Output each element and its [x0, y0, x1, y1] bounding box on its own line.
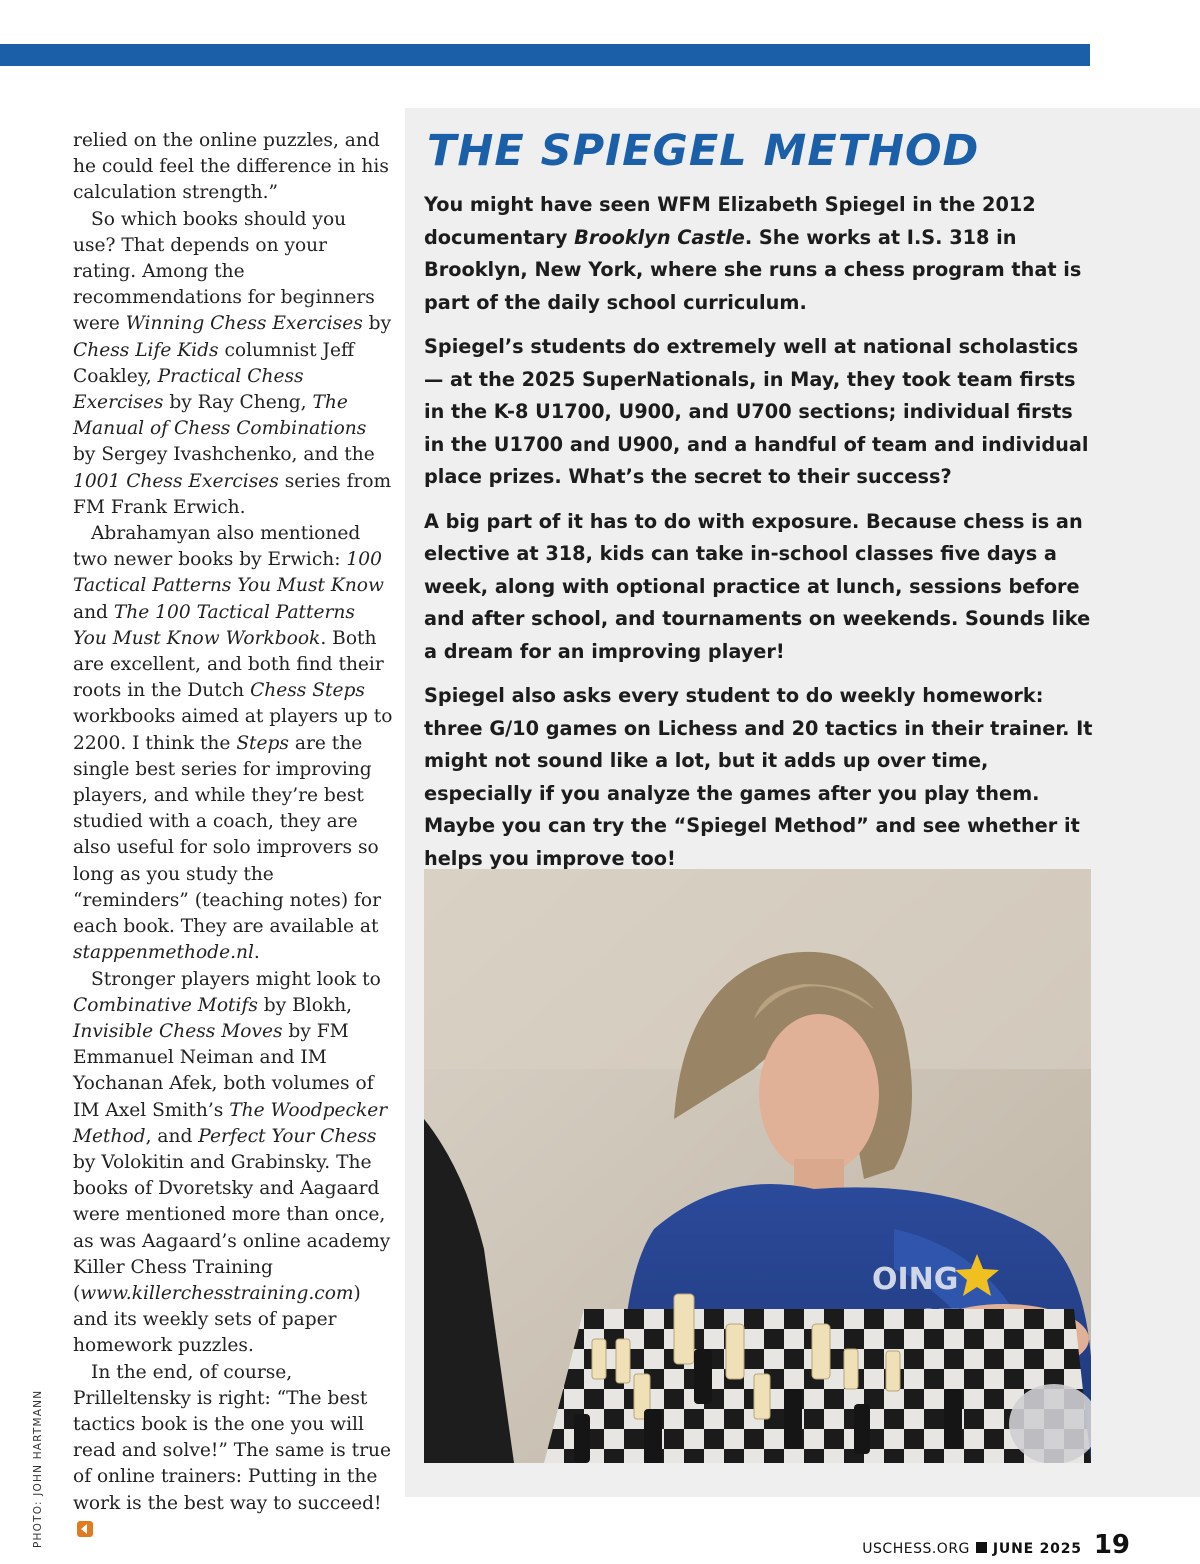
text-run: Stronger players might look to [91, 968, 381, 990]
text-run: . Both are excellent, and both find their roots in the Dutch [73, 627, 384, 702]
text-run: by Blokh, [257, 994, 353, 1016]
italic-text-run: Combinative Motifs [73, 994, 258, 1016]
text-run: series from FM Frank Erwich. [73, 470, 392, 518]
text-run: are the single best series for improving players, and while they’re best studied with a coach, they are also useful for solo improvers so long as you study the “reminders” (teaching notes) for each book. They are available at [73, 732, 381, 938]
text-run: So which books should you use? That depends on your rating. Among the recommendations for beginners were [73, 208, 375, 335]
end-mark-icon [77, 1521, 93, 1537]
italic-text-run: The 100 Tactical Patterns You Must Know Workbook [73, 601, 355, 649]
paragraph [424, 680, 1096, 875]
italic-text-run: Chess Life Kids [73, 339, 219, 361]
photo-credit: PHOTO: JOHN HARTMANN [32, 1389, 44, 1548]
italic-text-run: The Manual of Chess Combinations [73, 392, 367, 440]
italic-text-run: Brooklyn Castle [574, 225, 745, 249]
italic-text-run: Invisible Chess Moves [73, 1020, 283, 1042]
text-run: , and [145, 1125, 199, 1147]
text-run: by [362, 313, 392, 335]
italic-text-run: The Woodpecker Method [73, 1099, 388, 1147]
top-color-bar [0, 44, 1090, 66]
text-run: You might have seen WFM Elizabeth Spiegel in the 2012 documentary [424, 193, 1036, 249]
text-run: by Ray Cheng, [163, 392, 313, 414]
sidebar-title: THE SPIEGEL METHOD [427, 126, 980, 176]
text-run: . She works at I.S. 318 in Brooklyn, New York, where she runs a chess program that is part of the daily school curriculum. [424, 225, 1082, 314]
text-run: Spiegel’s students do extremely well at national scholastics — at the 2025 SuperNationals, in May, they took team firsts in the K-8 U1700, U900, and U700 sections; individual firsts in the U1700 and U900, and a handful of team and individual place prizes. What’s the secret to their success? [424, 335, 1089, 488]
paragraph [73, 128, 393, 207]
paragraph [424, 189, 1096, 319]
text-run: A big part of it has to do with exposure. Because chess is an elective at 318, kids can take in-school classes five days a week, along with optional practice at lunch, sessions before and after school, and tournaments on weekends. Sounds like a dream for an improving player! [424, 509, 1091, 663]
footer-date: JUNE 2025 [992, 1541, 1082, 1557]
text-run: In the end, of course, Prilleltensky is right: “The best tactics book is the one you will read and solve!” The same is true of online trainers: Putting in the work is the best way to succeed! [73, 1361, 391, 1514]
italic-text-run: 1001 Chess Exercises [73, 470, 279, 492]
text-run: workbooks aimed at players up to 2200. I think the [73, 706, 393, 754]
italic-text-run: Steps [236, 732, 289, 754]
text-run: relied on the online puzzles, and he could feel the difference in his calculation strength.” [73, 130, 389, 204]
text-run: by FM Emmanuel Neiman and IM Yochanan Afek, both volumes of IM Axel Smith’s [73, 1020, 374, 1121]
paragraph [73, 967, 393, 1360]
paragraph [73, 1360, 393, 1543]
text-run: by Volokitin and Grabinsky. The books of Dvoretsky and Aagaard were mentioned more than once, as was Aagaard’s online academy Killer Chess Training ( [73, 1151, 391, 1304]
paragraph [73, 207, 393, 521]
italic-text-run: 100 Tactical Patterns You Must Know [73, 549, 384, 597]
page-number: 19 [1093, 1530, 1130, 1560]
italic-text-run: Practical Chess Exercises [73, 365, 304, 414]
left-article-column [73, 128, 393, 1543]
footer-site: USCHESS.ORG [862, 1541, 970, 1557]
text-run: Abrahamyan also mentioned two newer books by Erwich: [73, 523, 361, 571]
text-run: by Sergey Ivashchenko, and the [73, 444, 375, 466]
italic-text-run: Winning Chess Exercises [125, 313, 363, 335]
text-run: and [73, 601, 114, 623]
italic-text-run: Chess Steps [250, 680, 365, 702]
text-run: . [253, 942, 260, 964]
italic-text-run: www.killerchesstraining.com [80, 1282, 354, 1304]
text-run: Spiegel also asks every student to do weekly homework: three G/10 games on Lichess and 20 tactics in their trainer. It might not sound like a lot, but it adds up over time, especially if you analyze the games after you play them. Maybe you can try the “Spiegel Method” and see whether it helps you improve too! [424, 684, 1093, 870]
text-run: ) and its weekly sets of paper homework puzzles. [73, 1282, 361, 1357]
italic-text-run: stappenmethode.nl [73, 942, 254, 964]
shirt-text-top: OING [872, 1262, 959, 1297]
sidebar-photo [424, 869, 1091, 1463]
footer-square-icon [976, 1542, 987, 1553]
paragraph [424, 506, 1096, 669]
italic-text-run: Perfect Your Chess [198, 1125, 377, 1147]
paragraph [424, 331, 1096, 494]
sidebar-body [424, 189, 1096, 887]
text-run: columnist Jeff Coakley, [73, 339, 355, 387]
page-footer [862, 1530, 1130, 1560]
paragraph [73, 521, 393, 966]
